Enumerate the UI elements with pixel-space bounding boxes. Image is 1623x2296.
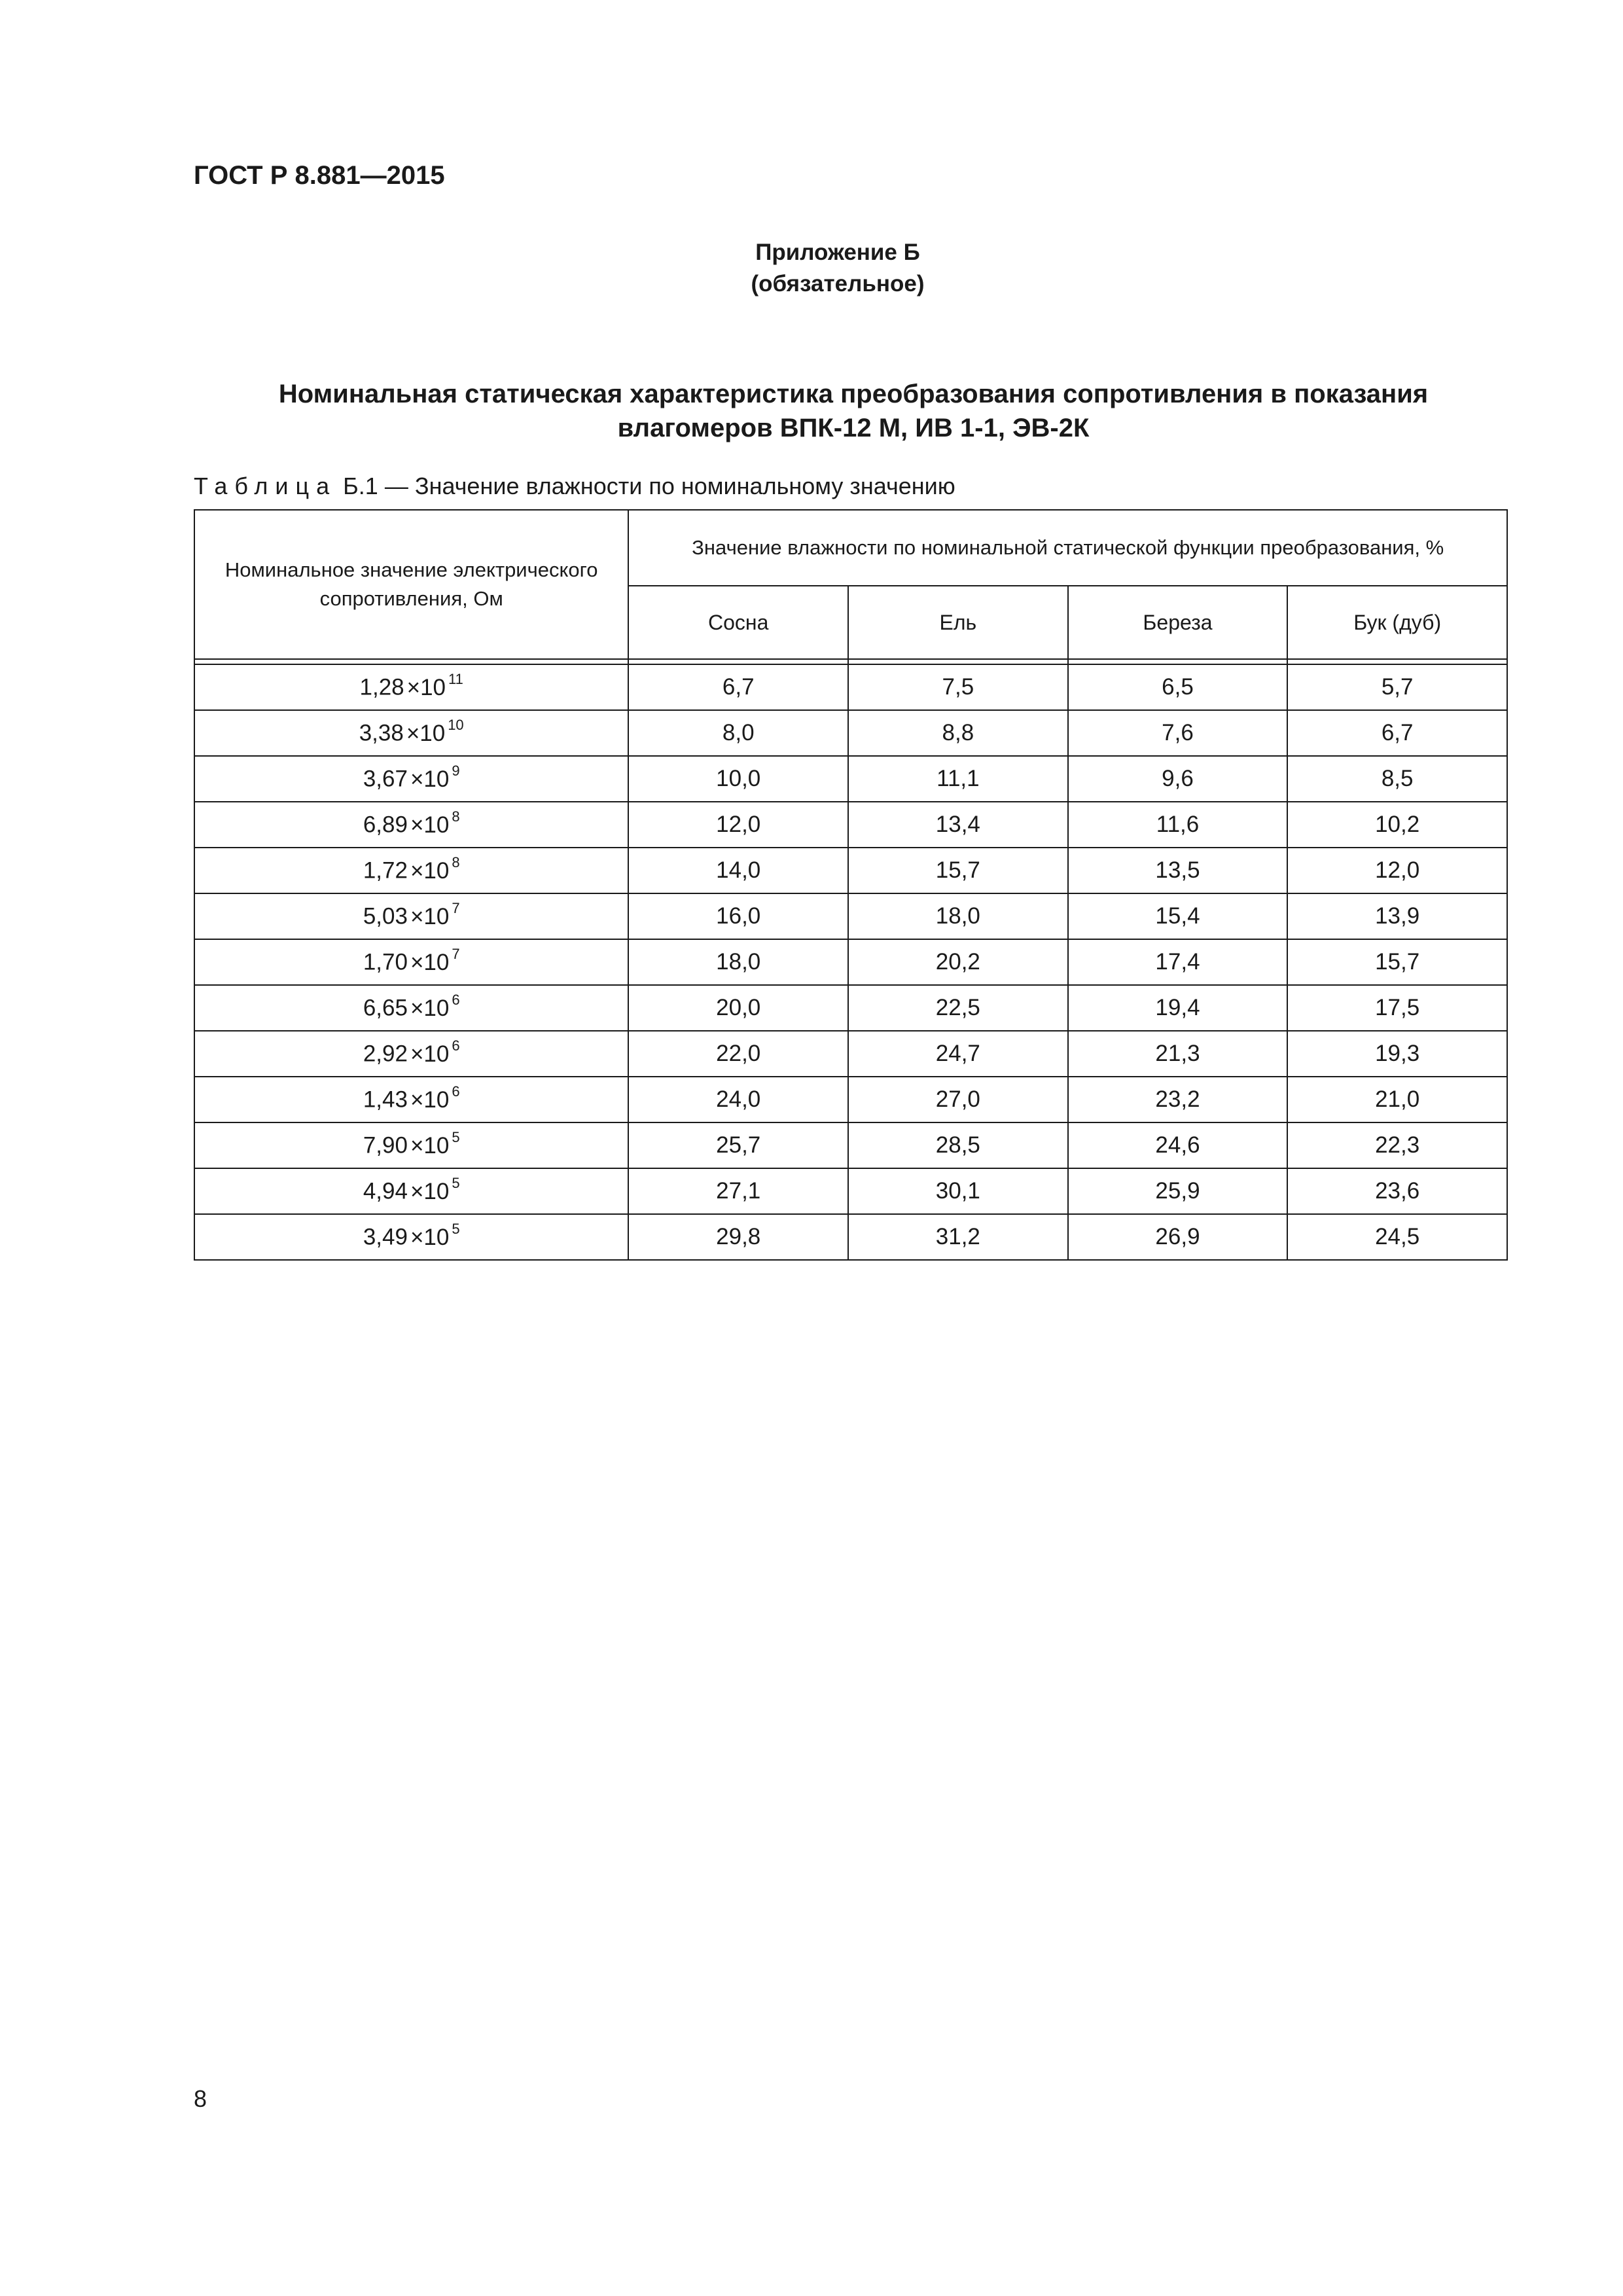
moisture-value-cell: 15,4 — [1068, 893, 1288, 939]
appendix-status: (обязательное) — [751, 271, 925, 296]
header-species-pine: Сосна — [628, 586, 848, 659]
moisture-value-cell: 6,7 — [628, 664, 848, 710]
moisture-value-cell: 10,0 — [628, 756, 848, 802]
resistance-mantissa: 3,38 — [359, 720, 404, 746]
resistance-cell: 1,70 ×10 $^7$ — [194, 939, 628, 985]
moisture-value-cell: 24,0 — [628, 1077, 848, 1122]
resistance-cell: 4,94 ×10 $^5$ — [194, 1168, 628, 1214]
moisture-value-cell: 23,2 — [1068, 1077, 1288, 1122]
moisture-value-cell: 18,0 — [848, 893, 1068, 939]
resistance-mantissa: 6,65 — [363, 995, 408, 1021]
moisture-value-cell: 10,2 — [1287, 802, 1507, 848]
moisture-value-cell: 13,5 — [1068, 848, 1288, 893]
moisture-value-cell: 25,7 — [628, 1122, 848, 1168]
moisture-value-cell: 8,5 — [1287, 756, 1507, 802]
moisture-value-cell: 18,0 — [628, 939, 848, 985]
table-row — [194, 664, 1507, 710]
section-title-line-2: влагомеров ВПК-12 М, ИВ 1-1, ЭВ-2К — [617, 414, 1090, 442]
resistance-mantissa: 2,92 — [363, 1041, 408, 1067]
resistance-mantissa: 1,72 — [363, 857, 408, 884]
table-row — [194, 1168, 1507, 1214]
resistance-cell: 7,90 ×10 $^5$ — [194, 1122, 628, 1168]
header-moisture-group: Значение влажности по номинальной статической функции преобразования, % — [628, 510, 1507, 586]
table-row — [194, 756, 1507, 802]
moisture-value-cell: 21,0 — [1287, 1077, 1507, 1122]
table-row — [194, 1077, 1507, 1122]
moisture-value-cell: 24,7 — [848, 1031, 1068, 1077]
header-separator — [194, 659, 1507, 664]
resistance-cell: 1,43 ×10 $^6$ — [194, 1077, 628, 1122]
moisture-value-cell: 15,7 — [1287, 939, 1507, 985]
resistance-mantissa: 7,90 — [363, 1132, 408, 1158]
moisture-value-cell: 9,6 — [1068, 756, 1288, 802]
header-species-spruce: Ель — [848, 586, 1068, 659]
table-row — [194, 939, 1507, 985]
table-row — [194, 893, 1507, 939]
moisture-value-cell: 11,6 — [1068, 802, 1288, 848]
resistance-exponent: 5 — [452, 1221, 460, 1238]
resistance-exponent: 11 — [448, 671, 463, 688]
resistance-exponent: 5 — [452, 1129, 460, 1146]
resistance-mantissa: 4,94 — [363, 1178, 408, 1204]
table-row — [194, 802, 1507, 848]
moisture-value-cell: 13,9 — [1287, 893, 1507, 939]
moisture-value-cell: 20,0 — [628, 985, 848, 1031]
moisture-value-cell: 22,5 — [848, 985, 1068, 1031]
table-row — [194, 848, 1507, 893]
table-row — [194, 1031, 1507, 1077]
header-species-beech: Бук (дуб) — [1287, 586, 1507, 659]
resistance-exponent: 6 — [452, 992, 460, 1009]
resistance-cell: 3,67 ×10 $^9$ — [194, 756, 628, 802]
section-title-line-1: Номинальная статическая характеристика преобразования сопротивления в показания — [278, 380, 1429, 408]
table-row — [194, 1122, 1507, 1168]
moisture-value-cell: 8,0 — [628, 710, 848, 756]
resistance-mantissa: 1,43 — [363, 1086, 408, 1113]
moisture-value-cell: 25,9 — [1068, 1168, 1288, 1214]
moisture-value-cell: 24,5 — [1287, 1214, 1507, 1260]
moisture-value-cell: 6,5 — [1068, 664, 1288, 710]
resistance-cell: 3,38 ×10 $^{10}$ — [194, 710, 628, 756]
resistance-mantissa: 3,49 — [363, 1224, 408, 1250]
table-caption-prefix: Таблица — [194, 473, 337, 499]
moisture-value-cell: 6,7 — [1287, 710, 1507, 756]
moisture-value-cell: 19,4 — [1068, 985, 1288, 1031]
resistance-exponent: 7 — [452, 900, 460, 917]
moisture-value-cell: 12,0 — [628, 802, 848, 848]
resistance-mantissa: 1,28 — [359, 674, 404, 700]
moisture-value-cell: 8,8 — [848, 710, 1068, 756]
resistance-cell: 6,89 ×10 $^8$ — [194, 802, 628, 848]
moisture-value-cell: 20,2 — [848, 939, 1068, 985]
moisture-value-cell: 29,8 — [628, 1214, 848, 1260]
resistance-cell: 6,65 ×10 $^6$ — [194, 985, 628, 1031]
resistance-exponent: 9 — [452, 762, 460, 780]
moisture-value-cell: 26,9 — [1068, 1214, 1288, 1260]
resistance-cell: 1,28 ×10 $^{11}$ — [194, 664, 628, 710]
resistance-exponent: 8 — [452, 854, 460, 871]
moisture-value-cell: 27,0 — [848, 1077, 1068, 1122]
resistance-cell: 2,92 ×10 $^6$ — [194, 1031, 628, 1077]
table-row — [194, 1214, 1507, 1260]
moisture-value-cell: 7,6 — [1068, 710, 1288, 756]
moisture-value-cell: 31,2 — [848, 1214, 1068, 1260]
resistance-exponent: 6 — [452, 1037, 460, 1054]
header-resistance: Номинальное значение электрического сопротивления, Ом — [194, 510, 628, 659]
moisture-value-cell: 13,4 — [848, 802, 1068, 848]
moisture-value-cell: 11,1 — [848, 756, 1068, 802]
moisture-value-cell: 22,0 — [628, 1031, 848, 1077]
moisture-table — [194, 509, 1508, 1261]
table-caption-text: Б.1 — Значение влажности по номинальному значению — [343, 473, 955, 499]
table-header-row — [194, 510, 1507, 586]
moisture-value-cell: 12,0 — [1287, 848, 1507, 893]
resistance-cell: 3,49 ×10 $^5$ — [194, 1214, 628, 1260]
resistance-cell: 1,72 ×10 $^8$ — [194, 848, 628, 893]
resistance-cell: 5,03 ×10 $^7$ — [194, 893, 628, 939]
moisture-value-cell: 19,3 — [1287, 1031, 1507, 1077]
table-row — [194, 710, 1507, 756]
resistance-mantissa: 6,89 — [363, 812, 408, 838]
moisture-value-cell: 17,4 — [1068, 939, 1288, 985]
resistance-exponent: 8 — [452, 808, 460, 825]
table-caption — [194, 473, 955, 500]
section-title — [194, 377, 1513, 445]
moisture-value-cell: 14,0 — [628, 848, 848, 893]
resistance-mantissa: 5,03 — [363, 903, 408, 929]
resistance-exponent: 6 — [452, 1083, 460, 1100]
appendix-heading — [0, 237, 1623, 300]
moisture-value-cell: 30,1 — [848, 1168, 1068, 1214]
moisture-value-cell: 22,3 — [1287, 1122, 1507, 1168]
resistance-mantissa: 1,70 — [363, 949, 408, 975]
document-code: ГОСТ Р 8.881—2015 — [194, 161, 445, 190]
moisture-value-cell: 21,3 — [1068, 1031, 1288, 1077]
moisture-value-cell: 7,5 — [848, 664, 1068, 710]
resistance-exponent: 10 — [448, 717, 464, 734]
moisture-value-cell: 24,6 — [1068, 1122, 1288, 1168]
resistance-exponent: 7 — [452, 946, 460, 963]
moisture-value-cell: 15,7 — [848, 848, 1068, 893]
resistance-exponent: 5 — [452, 1175, 460, 1192]
moisture-value-cell: 5,7 — [1287, 664, 1507, 710]
header-species-birch: Береза — [1068, 586, 1288, 659]
moisture-value-cell: 27,1 — [628, 1168, 848, 1214]
page-number: 8 — [194, 2085, 207, 2112]
moisture-value-cell: 17,5 — [1287, 985, 1507, 1031]
moisture-value-cell: 28,5 — [848, 1122, 1068, 1168]
moisture-value-cell: 23,6 — [1287, 1168, 1507, 1214]
moisture-value-cell: 16,0 — [628, 893, 848, 939]
resistance-mantissa: 3,67 — [363, 766, 408, 792]
appendix-label: Приложение Б — [755, 240, 920, 265]
table-row — [194, 985, 1507, 1031]
